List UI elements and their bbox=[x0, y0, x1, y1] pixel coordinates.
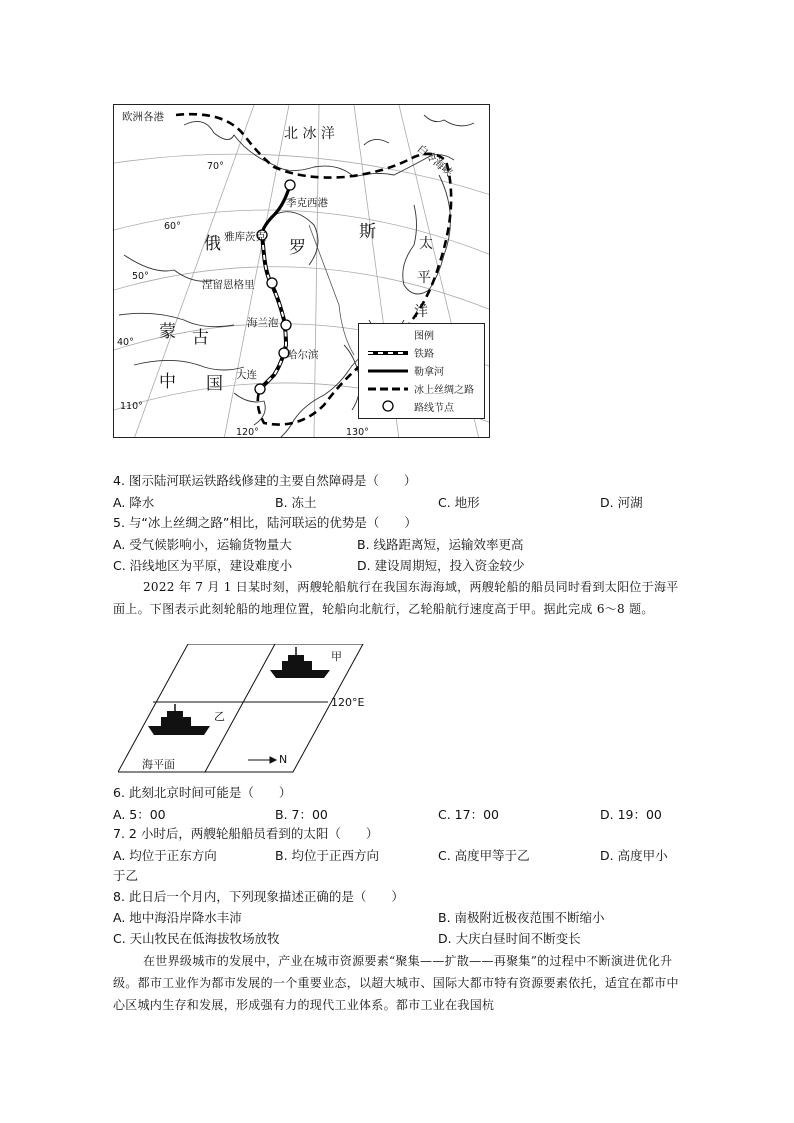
q8-option-b: B. 南极附近极夜范围不断缩小 bbox=[438, 910, 605, 925]
q7-option-a: A. 均位于正东方向 bbox=[113, 848, 217, 863]
q6-stem: 6. 此刻北京时间可能是（ ） bbox=[113, 785, 292, 800]
label-lat-40: 40° bbox=[117, 337, 134, 348]
q4-option-b: B. 冻土 bbox=[275, 495, 317, 510]
q8-option-a: A. 地中海沿岸降水丰沛 bbox=[113, 910, 242, 925]
label-russia-3: 斯 bbox=[359, 222, 376, 242]
q7-option-d-continued: 于乙 bbox=[113, 868, 139, 883]
q8-option-d: D. 大庆白昼时间不断变长 bbox=[438, 931, 581, 946]
label-lat-70: 70° bbox=[207, 161, 224, 172]
ship-yi-icon bbox=[148, 704, 210, 735]
label-lon-110: 110° bbox=[120, 401, 143, 412]
label-russia-1: 俄 bbox=[204, 234, 221, 254]
label-lat-50: 50° bbox=[132, 271, 149, 282]
label-tiksi: 季克西港 bbox=[286, 197, 328, 209]
q6-option-b: B. 7：00 bbox=[275, 807, 328, 822]
q5-option-d: D. 建设周期短，投入资金较少 bbox=[357, 558, 525, 573]
label-lon-130: 130° bbox=[346, 427, 369, 438]
q5-option-c: C. 沿线地区为平原，建设难度小 bbox=[113, 558, 293, 573]
legend-node-label: 路线节点 bbox=[414, 403, 454, 414]
ship-position-figure bbox=[118, 644, 378, 776]
q6-option-d: D. 19：00 bbox=[600, 807, 662, 822]
label-mongolia-1: 蒙 bbox=[159, 322, 176, 342]
label-hailar: 海兰泡 bbox=[247, 317, 279, 329]
q4-option-a: A. 降水 bbox=[113, 495, 155, 510]
north-arrow-icon bbox=[248, 757, 276, 763]
q4-option-d: D. 河湖 bbox=[600, 495, 643, 510]
river-line-icon bbox=[367, 365, 409, 377]
q6-option-a: A. 5：00 bbox=[113, 807, 166, 822]
q7-stem: 7. 2 小时后，两艘轮船船员看到的太阳（ ） bbox=[113, 826, 379, 841]
q6-option-c: C. 17：00 bbox=[438, 807, 499, 822]
legend-railway bbox=[367, 344, 482, 360]
label-lon-120: 120° bbox=[236, 427, 259, 438]
label-harbin: 哈尔滨 bbox=[287, 349, 319, 361]
legend-railway-label: 铁路 bbox=[414, 349, 434, 360]
label-pacific-1: 太 bbox=[419, 236, 433, 252]
label-lat-60: 60° bbox=[164, 221, 181, 232]
label-europe-ports: 欧洲各港 bbox=[122, 111, 164, 123]
legend-ice-silk-road-label: 冰上丝绸之路 bbox=[414, 385, 474, 396]
label-pacific-3: 洋 bbox=[414, 304, 428, 320]
intro-paragraph-next: 在世界级城市的发展中，产业在城市资源要素“聚集——扩散——再聚集”的过程中不断演进优化升级。都市工业作为都市发展的一个重要业态，以超大城市、国际大都市特有资源要素依托，适宜在都市中心区城内生存和发展，形成强有力的现代工业体系。都市工业在我国杭 bbox=[113, 954, 679, 1012]
label-dalian: 大连 bbox=[236, 369, 257, 381]
railway-symbol-icon bbox=[367, 347, 409, 359]
legend-ice-silk-road bbox=[367, 380, 482, 396]
label-120e: 120°E bbox=[331, 696, 365, 709]
label-pacific-2: 平 bbox=[417, 270, 431, 286]
q4-stem: 4. 图示陆河联运铁路线修建的主要自然障碍是（ ） bbox=[113, 473, 417, 488]
map-legend bbox=[358, 323, 485, 419]
route-map bbox=[113, 104, 490, 438]
label-china-1: 中 bbox=[159, 372, 176, 392]
ship-jia-icon bbox=[270, 647, 330, 678]
node-circle-icon bbox=[367, 399, 409, 413]
label-yakutsk: 雅库茨克 bbox=[224, 231, 266, 243]
q5-option-b: B. 线路距离短，运输效率更高 bbox=[357, 537, 524, 552]
q4-option-c: C. 地形 bbox=[438, 495, 480, 510]
label-ship-yi: 乙 bbox=[214, 710, 225, 723]
legend-lena bbox=[367, 362, 482, 378]
label-north: N bbox=[279, 753, 288, 766]
label-sea-level: 海平面 bbox=[142, 758, 175, 771]
legend-title: 图例 bbox=[414, 331, 434, 342]
legend-node bbox=[367, 398, 482, 414]
label-russia-2: 罗 bbox=[289, 238, 306, 258]
dashed-route-icon bbox=[367, 383, 409, 395]
legend-lena-label: 勒拿河 bbox=[414, 367, 444, 378]
label-arctic-ocean: 北 冰 洋 bbox=[284, 126, 335, 142]
q8-option-c: C. 天山牧民在低海拔牧场放牧 bbox=[113, 931, 280, 946]
q5-stem: 5. 与“冰上丝绸之路”相比，陆河联运的优势是（ ） bbox=[113, 515, 417, 530]
label-ship-jia: 甲 bbox=[331, 650, 342, 663]
label-mongolia-2: 古 bbox=[192, 328, 209, 348]
q7-option-c: C. 高度甲等于乙 bbox=[438, 848, 530, 863]
label-bering-strait: 白令海峡 bbox=[414, 142, 455, 179]
label-neryungri: 涅留恩格里 bbox=[202, 279, 255, 291]
intro-paragraph-6-8: 2022 年 7 月 1 日某时刻，两艘轮船航行在我国东海海域，两艘轮船的船员同时看到太阳位于海平面上。下图表示此刻轮船的地理位置，轮船向北航行，乙轮船航行速度高于甲。据此完成 6～8 题。 bbox=[113, 580, 679, 616]
q7-option-b: B. 均位于正西方向 bbox=[275, 848, 380, 863]
q7-option-d: D. 高度甲小 bbox=[600, 848, 668, 863]
q8-stem: 8. 此日后一个月内，下列现象描述正确的是（ ） bbox=[113, 889, 404, 904]
label-china-2: 国 bbox=[206, 374, 223, 394]
q5-option-a: A. 受气候影响小，运输货物量大 bbox=[113, 537, 292, 552]
